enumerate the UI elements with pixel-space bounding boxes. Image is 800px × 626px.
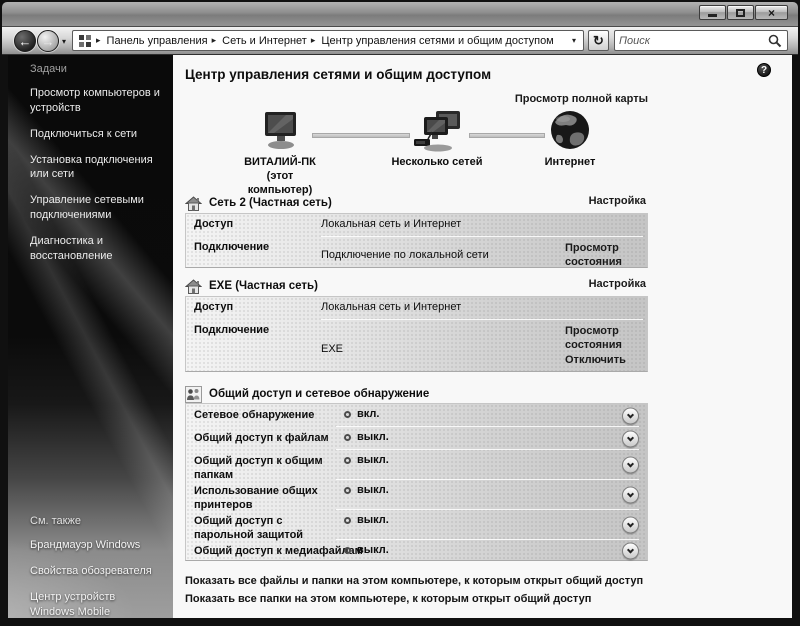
status-badge: выкл.: [344, 454, 389, 466]
maximize-icon: [736, 9, 745, 17]
sharing-row-password-protected: Общий доступ с парольной защитой выкл.: [186, 510, 647, 540]
status-badge: выкл.: [344, 514, 389, 526]
sidebar-item-windows-firewall[interactable]: Брандмауэр Windows: [30, 539, 141, 551]
sharing-section-header: [185, 385, 648, 403]
help-button[interactable]: [757, 63, 771, 77]
disconnect-link[interactable]: Отключить: [565, 353, 626, 366]
row-label: Доступ: [194, 301, 234, 313]
status-dot-icon: [344, 434, 351, 441]
window-controls: [699, 5, 788, 20]
sidebar-item-diagnose-repair[interactable]: Диагностика и восстановление: [30, 234, 113, 262]
back-arrow-icon: ←: [18, 33, 32, 49]
status-badge: выкл.: [344, 431, 389, 443]
chevron-down-icon: [627, 434, 634, 441]
recent-pages-dropdown[interactable]: ▾: [62, 37, 67, 46]
tasks-section: [30, 63, 162, 275]
map-node-internet[interactable]: [524, 109, 616, 170]
map-node-label: Несколько сетей: [391, 156, 483, 168]
network-section-header-1: [185, 194, 648, 212]
control-panel-icon: [78, 34, 92, 48]
breadcrumb-item-control-panel[interactable]: ▸ Панель управления: [94, 35, 210, 47]
close-icon: ×: [767, 5, 775, 20]
network-section-header-2: [185, 277, 648, 295]
house-icon: [185, 195, 202, 212]
show-shared-folders-link[interactable]: Показать все папки на этом компьютере, к которым открыт общий доступ: [185, 593, 592, 605]
network-name: Сеть 2 (Частная сеть): [209, 197, 332, 209]
minimize-button[interactable]: [699, 5, 726, 20]
status-dot-icon: [344, 411, 351, 418]
sidebar-item-setup-connection[interactable]: Установка подключения или сети: [30, 153, 153, 181]
back-button[interactable]: [14, 30, 36, 52]
close-button[interactable]: [755, 5, 788, 20]
view-status-link[interactable]: Просмотр состояния: [565, 325, 622, 352]
maximize-button[interactable]: [727, 5, 754, 20]
view-status-link[interactable]: Просмотр состояния: [565, 242, 622, 269]
expand-button[interactable]: [622, 487, 639, 504]
row-label: Подключение: [194, 241, 270, 253]
sidebar-item-internet-options[interactable]: Свойства обозревателя: [30, 564, 152, 577]
network-panel-1: [185, 213, 648, 268]
access-row: [186, 214, 647, 237]
customize-link[interactable]: Настройка: [588, 278, 646, 290]
sharing-row-media-sharing: Общий доступ к медиафайлам выкл.: [186, 540, 647, 562]
search-box: [614, 30, 788, 51]
expand-button[interactable]: [622, 457, 639, 474]
refresh-icon: ↻: [593, 32, 604, 48]
chevron-down-icon: [627, 460, 634, 467]
search-input[interactable]: [615, 35, 767, 47]
map-node-this-computer[interactable]: [234, 109, 326, 197]
status-dot-icon: [344, 547, 351, 554]
forward-button[interactable]: [37, 30, 59, 52]
sidebar-item-view-computers[interactable]: Просмотр компьютеров и устройств: [30, 87, 160, 114]
address-toolbar: [2, 27, 798, 55]
connection-row: [186, 320, 647, 373]
people-icon: [185, 386, 202, 403]
status-badge: выкл.: [344, 544, 389, 556]
window-content: [8, 55, 792, 618]
chevron-down-icon: [627, 411, 634, 418]
sharing-row-file-sharing: Общий доступ к файлам выкл.: [186, 427, 647, 450]
breadcrumb-item-network-center[interactable]: ▸ Центр управления сетями и общим доступом: [309, 35, 556, 47]
map-node-label: ВИТАЛИЙ-ПК (этот компьютер): [244, 156, 316, 196]
row-value: Подключение по локальной сети: [321, 249, 489, 261]
page-title: Центр управления сетями и общим доступом: [185, 67, 492, 82]
network-panel-2: [185, 296, 648, 372]
breadcrumb-item-network-internet[interactable]: ▸ Сеть и Интернет: [210, 35, 309, 47]
tasks-header: Задачи: [30, 63, 67, 75]
connection-row: [186, 237, 647, 269]
row-value: EXE: [321, 342, 344, 355]
map-node-label: Интернет: [544, 156, 596, 168]
show-shared-files-link[interactable]: Показать все файлы и папки на этом компьютере, к которым открыт общий доступ: [185, 575, 644, 587]
expand-button[interactable]: [622, 517, 639, 534]
main-pane: [173, 55, 792, 618]
task-pane: [8, 55, 173, 618]
chevron-down-icon: [627, 520, 634, 527]
breadcrumb-history-dropdown-icon[interactable]: ▾: [571, 36, 576, 45]
sharing-header: Общий доступ и сетевое обнаружение: [209, 388, 430, 400]
sidebar-item-connect-to-network[interactable]: Подключиться к сети: [30, 127, 138, 140]
chevron-down-icon: [627, 546, 634, 553]
house-icon: [185, 278, 202, 295]
refresh-button[interactable]: [588, 30, 609, 51]
search-icon: [767, 33, 783, 49]
row-value: Локальная сеть и Интернет: [321, 301, 462, 313]
expand-button[interactable]: [622, 430, 639, 447]
row-value: Локальная сеть и Интернет: [321, 218, 462, 230]
status-dot-icon: [344, 487, 351, 494]
status-dot-icon: [344, 517, 351, 524]
expand-button[interactable]: [622, 407, 639, 424]
sharing-row-network-discovery: Сетевое обнаружение вкл.: [186, 404, 647, 427]
sharing-row-printer-sharing: Использование общих принтеров выкл.: [186, 480, 647, 510]
computer-icon: [257, 109, 303, 153]
row-label: Подключение: [194, 324, 270, 336]
breadcrumb[interactable]: [72, 30, 584, 51]
row-label: Доступ: [194, 218, 234, 230]
sharing-row-public-folder: Общий доступ к общим папкам выкл.: [186, 450, 647, 480]
view-full-map-link[interactable]: Просмотр полной карты: [514, 93, 648, 105]
sidebar-item-windows-mobile-center[interactable]: Центр устройств Windows Mobile: [30, 590, 116, 618]
help-icon: ?: [760, 64, 768, 76]
see-also-section: [30, 515, 162, 626]
minimize-icon: [708, 14, 717, 17]
map-node-multiple-networks[interactable]: [391, 109, 483, 170]
title-bar: [2, 2, 798, 27]
status-badge: вкл.: [344, 408, 379, 420]
see-also-header: См. также: [30, 515, 81, 527]
status-badge: выкл.: [344, 484, 389, 496]
sidebar-item-manage-connections[interactable]: Управление сетевыми подключениями: [30, 194, 144, 222]
network-name: EXE (Частная сеть): [209, 280, 318, 292]
status-dot-icon: [344, 457, 351, 464]
access-row: [186, 297, 647, 320]
sharing-panel: [185, 403, 648, 561]
globe-icon: [548, 109, 592, 153]
forward-arrow-icon: →: [41, 33, 55, 49]
chevron-down-icon: [627, 490, 634, 497]
customize-link[interactable]: Настройка: [588, 195, 646, 207]
expand-button[interactable]: [622, 543, 639, 560]
multiple-networks-icon: [412, 109, 462, 153]
